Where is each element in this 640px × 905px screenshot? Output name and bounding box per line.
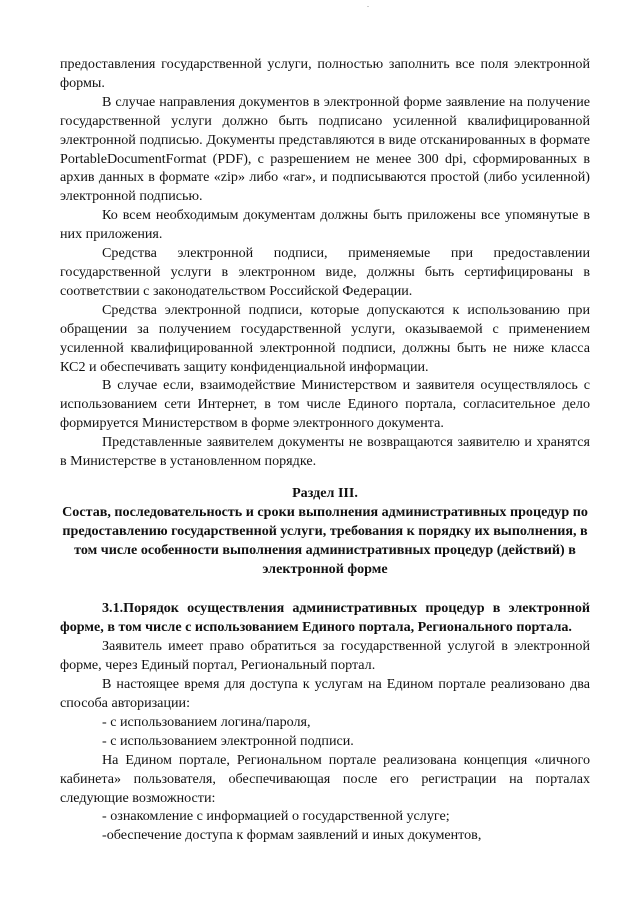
page-mark: - <box>367 4 369 10</box>
section-number: Раздел III. <box>292 484 358 501</box>
paragraph: Представленные заявителем документы не возвращаются заявителю и хранятся в Министерстве в установленном порядке. <box>60 434 590 470</box>
paragraph: В случае если, взаимодействие Министерством и заявителя осуществлялось с использованием сети Интернет, в том числе Единого портала, согласительное дело формируется Министерством в форме электронного документа. <box>60 377 590 432</box>
paragraph: Ко всем необходимым документам должны быть приложены все упомянутые в них приложения. <box>60 207 590 243</box>
list-item: - ознакомление с информацией о государственной услуге; <box>102 808 450 825</box>
list-item: - с использованием электронной подписи. <box>102 732 354 749</box>
document-body <box>60 55 590 845</box>
paragraph: Средства электронной подписи, применяемые при предоставлении государственной услуги в электронном виде, должны быть сертифицированы в соответствии с законодательством Российской Федерации. <box>60 245 590 299</box>
list-item: -обеспечение доступа к формам заявлений и иных документов, <box>102 827 482 844</box>
paragraph: В настоящее время для доступа к услугам на Едином портале реализовано два способа авторизации: <box>60 676 590 711</box>
paragraph: Заявитель имеет право обратиться за государственной услугой в электронной форме, через Единый портал, Региональный портал. <box>60 638 590 674</box>
paragraph: Средства электронной подписи, которые допускаются к использованию при обращении за получением государственной услуги, оказываемой с применением усиленной квалифицированной электронной подписи, должны быть не ниже класса КС2 и обеспечивать защиту конфиденциальной информации. <box>60 301 590 375</box>
subsection-title: 3.1.Порядок осуществления административных процедур в электронной форме, в том числе с использованием Единого портала, Регионального портала. <box>60 600 590 636</box>
paragraph: предоставления государственной услуги, полностью заполнить все поля электронной формы. <box>60 56 590 91</box>
paragraph: В случае направления документов в электронной форме заявление на получение государственной услуги должно быть подписано усиленной квалифицированной электронной подписью. Документы представляются в виде отсканированных в формате PortableDocumentFormat (PDF), с разрешением не менее 300 dpi, сформированных в архив данных в формате «zip» либо «rar», и подписываются простой (либо усиленной) электронной подписью. <box>60 93 590 205</box>
section-title: Состав, последовательность и сроки выполнения административных процедур по предоставлению государственной услуги, требования к порядку их выполнения, в том числе особенности выполнения административных процедур (действий) в электронной форме <box>62 503 588 577</box>
paragraph: На Едином портале, Региональном портале реализована концепция «личного кабинета» пользователя, обеспечивающая после его регистрации на порталах следующие возможности: <box>60 751 590 806</box>
list-item: - с использованием логина/пароля, <box>102 713 311 730</box>
